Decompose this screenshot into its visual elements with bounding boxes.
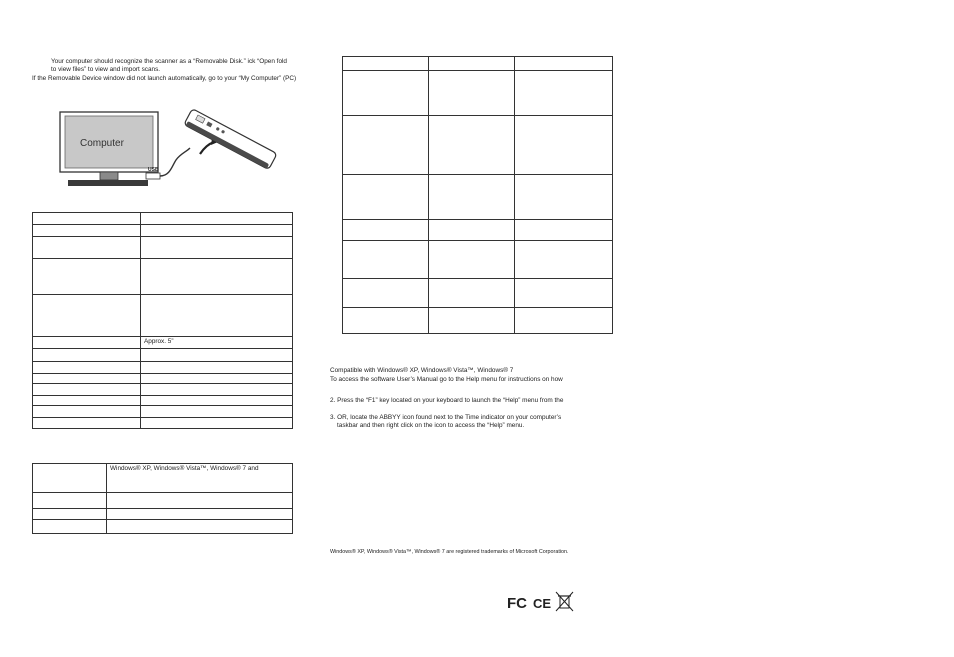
- spec-label: [33, 237, 141, 259]
- trademark-notice: Windows® XP, Windows® Vista™, Windows® 7 are registered trademarks of Microsoft Corporation.: [330, 549, 569, 555]
- monitor-label: Computer: [80, 138, 124, 149]
- spec-label: [33, 374, 141, 384]
- computer-scanner-illustration: [52, 108, 292, 194]
- cell: [343, 57, 429, 71]
- spec-value: Approx. 5”: [141, 337, 293, 349]
- table-row: [343, 175, 613, 220]
- spec-label: [33, 213, 141, 225]
- requirement-label: [33, 509, 107, 520]
- requirement-value: Windows® XP, Windows® Vista™, Windows® 7 and: [107, 464, 293, 493]
- intro-line-1: Your computer should recognize the scanner as a “Removable Disk.” ick “Open fold: [51, 58, 287, 65]
- cell: [343, 241, 429, 279]
- cell: [343, 116, 429, 175]
- cell: [515, 175, 613, 220]
- system-requirements-table: [32, 463, 293, 534]
- requirement-value: [107, 520, 293, 534]
- cell: [429, 57, 515, 71]
- usb-label: USB: [148, 167, 159, 173]
- cell: [429, 279, 515, 308]
- cell: [429, 71, 515, 116]
- spec-value: [141, 384, 293, 396]
- spec-table: [32, 212, 293, 429]
- fcc-logo-icon: FC: [507, 595, 527, 612]
- table-row: [33, 259, 293, 295]
- table-row: [343, 220, 613, 241]
- requirement-value: [107, 509, 293, 520]
- requirement-label: [33, 493, 107, 509]
- table-row: [343, 279, 613, 308]
- table-row: [33, 384, 293, 396]
- table-row: [33, 396, 293, 406]
- cell: [429, 116, 515, 175]
- cell: [515, 116, 613, 175]
- software-step-2: 2. Press the “F1” key located on your keyboard to launch the “Help” menu from the: [330, 397, 564, 404]
- spec-value: [141, 374, 293, 384]
- intro-line-3: If the Removable Device window did not launch automatically, go to your “My Computer” (PC): [32, 75, 297, 82]
- table-row: [33, 237, 293, 259]
- table-row: [33, 213, 293, 225]
- cell: [515, 57, 613, 71]
- spec-value: [141, 259, 293, 295]
- cell: [515, 220, 613, 241]
- requirement-value: [107, 493, 293, 509]
- spec-value: [141, 237, 293, 259]
- spec-label: [33, 362, 141, 374]
- cell: [343, 308, 429, 334]
- table-row: [33, 295, 293, 337]
- spec-value: [141, 349, 293, 362]
- weee-bin-icon: [556, 592, 573, 611]
- cell: [429, 220, 515, 241]
- table-row: [33, 406, 293, 418]
- spec-label: [33, 349, 141, 362]
- spec-label: [33, 384, 141, 396]
- spec-label: [33, 396, 141, 406]
- troubleshooting-table: [342, 56, 613, 334]
- cell: [515, 71, 613, 116]
- spec-value: [141, 396, 293, 406]
- cell: [515, 279, 613, 308]
- cell: [515, 241, 613, 279]
- table-row: [33, 225, 293, 237]
- table-row: [343, 116, 613, 175]
- spec-label: [33, 295, 141, 337]
- spec-value: [141, 418, 293, 429]
- table-row: [343, 308, 613, 334]
- table-row: [33, 374, 293, 384]
- software-manual-line: To access the software User’s Manual go to the Help menu for instructions on how: [330, 376, 563, 383]
- spec-label: [33, 225, 141, 237]
- software-step-3a: 3. OR, locate the ABBYY icon found next to the Time indicator on your computer’s: [330, 414, 562, 421]
- compliance-logos: [505, 590, 595, 614]
- spec-label: [33, 418, 141, 429]
- cell: [343, 71, 429, 116]
- spec-label: [33, 337, 141, 349]
- usb-plug: [146, 173, 160, 179]
- table-row: [33, 362, 293, 374]
- cell: [343, 279, 429, 308]
- software-step-3b: taskbar and then right click on the icon to access the “Help” menu.: [337, 422, 525, 429]
- software-compat-line: Compatible with Windows® XP, Windows® Vista™, Windows® 7: [330, 367, 514, 374]
- requirement-label: [33, 464, 107, 493]
- spec-value: [141, 406, 293, 418]
- table-row: [343, 71, 613, 116]
- cell: [343, 220, 429, 241]
- table-row: [33, 509, 293, 520]
- table-row: [343, 241, 613, 279]
- table-row: [33, 493, 293, 509]
- cell: [515, 308, 613, 334]
- monitor-neck: [100, 172, 118, 180]
- cell: [343, 175, 429, 220]
- cell: [429, 308, 515, 334]
- spec-value: [141, 362, 293, 374]
- usb-cable: [160, 148, 190, 176]
- spec-label: [33, 406, 141, 418]
- table-row: [33, 418, 293, 429]
- cell: [429, 241, 515, 279]
- spec-value: [141, 295, 293, 337]
- requirement-label: [33, 520, 107, 534]
- monitor-base: [68, 180, 148, 186]
- ce-logo-icon: CE: [533, 596, 552, 611]
- spec-value: [141, 213, 293, 225]
- table-row: [33, 337, 293, 349]
- table-row: [33, 464, 293, 493]
- table-row: [343, 57, 613, 71]
- table-row: [33, 349, 293, 362]
- spec-label: [33, 259, 141, 295]
- cell: [429, 175, 515, 220]
- scanner-device: [184, 109, 277, 170]
- table-row: [33, 520, 293, 534]
- intro-line-2: to view files” to view and import scans.: [51, 66, 161, 73]
- spec-value: [141, 225, 293, 237]
